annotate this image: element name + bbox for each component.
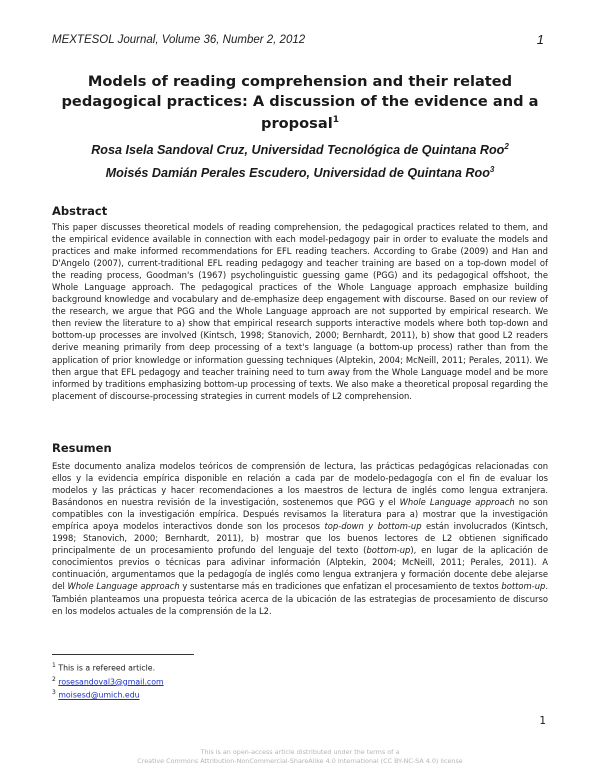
email-link-1[interactable]: rosesandoval3@gmail.com xyxy=(58,677,164,687)
email-link-2[interactable]: moisesd@umich.edu xyxy=(58,690,140,700)
footnotes xyxy=(52,660,164,701)
author-2 xyxy=(40,160,560,183)
running-head: MEXTESOL Journal, Volume 36, Number 2, 2012 xyxy=(52,34,306,46)
resumen-part-2: no son compatibles con la investigación empírica. Después revisamos la literatura para a) mostrar que la investigación empírica apoya modelos interactivos donde son los procesos xyxy=(52,497,548,532)
author-1 xyxy=(40,137,560,160)
footnote-2-mark: 2 xyxy=(52,675,56,683)
footnote-1 xyxy=(52,660,164,674)
resumen-part-1: Este documento analiza modelos teóricos de comprensión de lectura, las prácticas pedagógicas relacionadas con ellos y la evidencia empírica disponible en relación a cada par de modelo-pedagogía con el fin de evaluar los modelos y las prácticas y hacer recomendaciones a los maestros de lectura de inglés como lengua extranjera. Basándonos en nuestra revisión de la investigación, sostenemos que PGG y el xyxy=(52,461,548,508)
footnote-1-text: This is a refereed article. xyxy=(58,663,156,673)
resumen-part-5: y sustentarse más en tradiciones que enfatizan el procesamiento de textos xyxy=(179,581,502,592)
resumen-italic-5: bottom-up xyxy=(501,581,546,592)
footnote-3-mark: 3 xyxy=(52,689,56,697)
resumen-part-3: están involucrados (Kintsch, 1998; Stanovich, 2000; Bernhardt, 2011), b) mostrar que los buenos lectores de L2 obtienen significado principalmente de un procesamiento profundo del lenguaje del texto ( xyxy=(52,521,548,556)
resumen-text xyxy=(52,460,548,617)
page-number-top: 1 xyxy=(536,32,544,47)
author-2-name: Moisés Damián Perales Escudero, Universidad de Quintana Roo xyxy=(105,166,490,181)
license-line-2: Creative Commons Attribution-NonCommercial-ShareAlike 4.0 International (CC BY-NC-SA 4.0) license xyxy=(137,756,463,765)
title-footnote-mark: 1 xyxy=(332,115,339,125)
author-2-mark: 3 xyxy=(489,165,495,175)
footnote-2 xyxy=(52,674,164,688)
resumen-heading: Resumen xyxy=(52,441,112,455)
resumen-italic-2: top-down y bottom-up xyxy=(324,521,422,532)
abstract-heading: Abstract xyxy=(52,204,108,218)
license-line-1: This is an open-access article distributed under the terms of a xyxy=(200,748,400,756)
resumen-italic-4: Whole Language approach xyxy=(67,581,180,592)
author-1-mark: 2 xyxy=(504,142,509,151)
resumen-italic-1: Whole Language approach xyxy=(399,497,515,508)
article-title xyxy=(58,72,542,133)
page-number-bottom: 1 xyxy=(539,715,546,727)
resumen-italic-3: bottom-up xyxy=(366,545,411,556)
license-notice xyxy=(80,748,520,765)
resumen-part-6: . También planteamos una propuesta teórica acerca de la ubicación de las estrategias de procesamiento de discurso en los modelos actuales de la comprensión de la L2. xyxy=(52,581,548,616)
footnote-3 xyxy=(52,687,164,701)
footnote-divider xyxy=(52,654,194,655)
resumen-part-4: ), en lugar de la aplicación de conocimientos previos o técnicas para adivinar información (Alptekin, 2004; McNeill, 2011; Perales, 2011). A continuación, argumentamos que la pedagogía de inglés como lengua extranjera y formación docente debe alejarse del xyxy=(52,545,548,592)
author-list xyxy=(40,137,560,183)
footnote-1-mark: 1 xyxy=(52,662,56,669)
abstract-text: This paper discusses theoretical models of reading comprehension, the pedagogical practices related to them, and the empirical evidence available in connection with each model-pedagogy pair in order to evaluate the models and practices and make informed recommendations for EFL reading teachers. According to Grabe (2009) and Han and D'Angelo (2007), current-traditional EFL reading pedagogy and teacher training are based on a top-down model of the reading process, Goodman's (1967) psycholinguistic guessing game (PGG) and its pedagogical offshoot, the Whole Language approach. The pedagogical practices of the Whole Language approach emphasize building background knowledge and vocabulary and de-emphasize deep engagement with discourse. Based on our review of the research, we argue that PGG and the Whole Language approach are not supported by empirical research. We then review the literature to a) show that empirical research supports interactive models where both top-down and bottom-up processes are involved (Kintsch, 1998; Stanovich, 2000; Bernhardt, 2011), b) show that good L2 readers derive meaning primarily from deep processing of a text's language (a bottom-up process) rather than from the application of prior knowledge or information guessing techniques (Alptekin, 2004; McNeill, 2011; Perales, 2011). We then argue that EFL pedagogy and teacher training need to turn away from the Whole Language model and be more informed by traditions emphasizing bottom-up processing of texts. We also make a theoretical proposal regarding the placement of discourse-processing strategies in current models of L2 comprehension. xyxy=(52,222,548,401)
article-title-text: Models of reading comprehension and their related pedagogical practices: A discussion of the evidence and a proposal xyxy=(61,73,539,132)
author-1-name: Rosa Isela Sandoval Cruz, Universidad Tecnológica de Quintana Roo xyxy=(91,143,505,158)
